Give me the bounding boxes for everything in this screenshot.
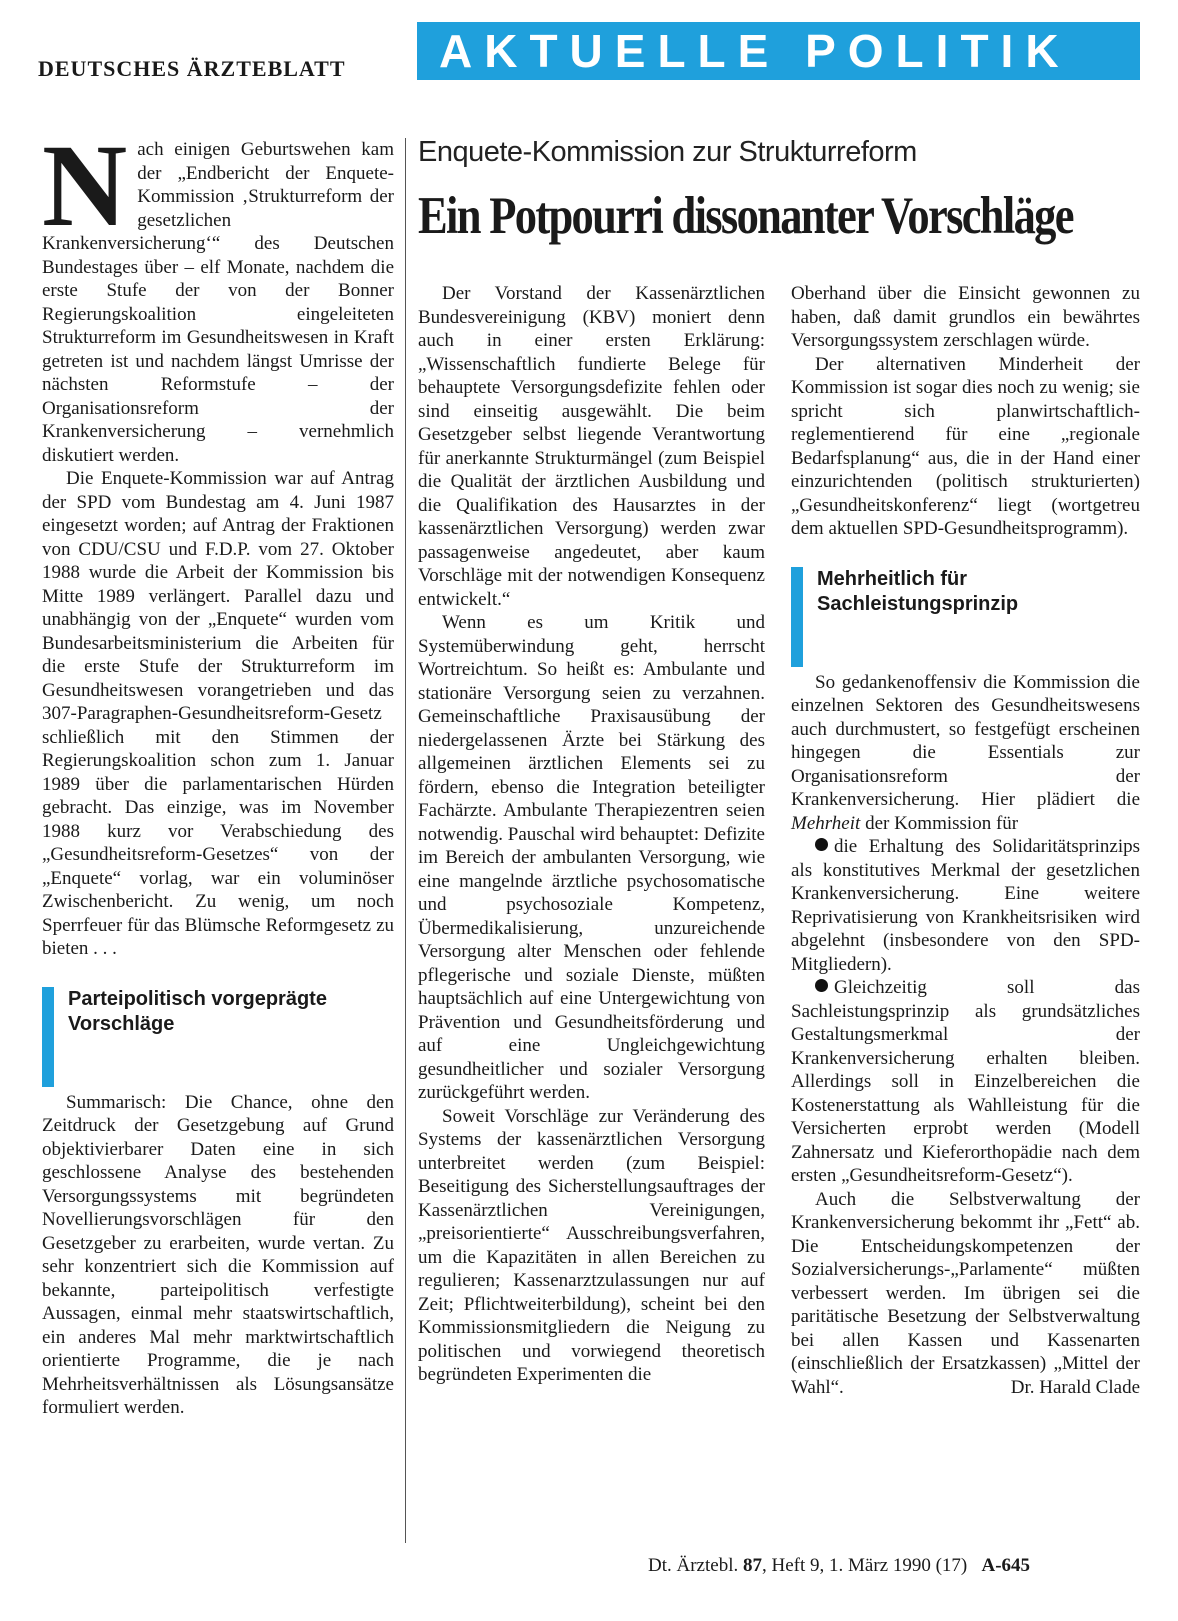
- bullet-item: [791, 835, 1140, 976]
- paragraph: Summarisch: Die Chance, ohne den Zeitdruck der Gesetzgebung auf Grund objektivierbarer Daten eine in sich geschlossene Analyse des bestehenden Versorgungssystems mit begründeten Novellierungsvorschlägen für den Gesetzgeber zu erarbeiten, wurde vertan. Zu sehr konzentriert sich die Kommission auf bekannte, parteipolitisch verfestigte Aussagen, einmal mehr staatswirtschaftlich, ein anderes Mal mehr marktwirtschaftlich orientierte Programme, die je nach Mehrheitsverhältnissen als Lösungsansätze formuliert werden.: [42, 1091, 394, 1418]
- article-kicker: Enquete-Kommission zur Strukturreform: [418, 136, 917, 168]
- paragraph: [791, 671, 1140, 836]
- masthead: DEUTSCHES ÄRZTEBLATT: [38, 56, 346, 81]
- column-3: [791, 282, 1140, 1399]
- article-headline: Ein Potpourri dissonanter Vorschläge: [418, 187, 1073, 245]
- bullet-item: [791, 976, 1140, 1188]
- paragraph: [42, 120, 394, 467]
- section-banner: AKTUELLE POLITIK: [417, 22, 1140, 80]
- paragraph-text: der Kommission für: [860, 812, 1019, 834]
- bullet-text: die Erhaltung des Solidaritätsprinzips als konstitutives Merkmal der gesetzlichen Krankenversicherung. Eine weitere Reprivatisierung von Krankheitsrisiken wird abgelehnt (insbesondere von den SPD-Mitgliedern).: [791, 836, 1140, 975]
- bullet-icon: [815, 979, 828, 992]
- subheading-block: [42, 987, 394, 1077]
- author: Dr. Harald Clade: [1010, 1376, 1140, 1398]
- column-1: [42, 120, 394, 1420]
- paragraph-text: So gedankenoffensiv die Kommission die einzelnen Sektoren des Gesundheitswesens auch durchmustert, so festgefügt erscheinen hingegen die Essentials zur Organisationsreform der Krankenversicherung. Hier plädiert die: [791, 671, 1140, 810]
- paragraph: Wenn es um Kritik und Systemüberwindung geht, herrscht Wortreichtum. So heißt es: Ambulante und stationäre Versorgung seien zu verzahnen. Gemeinschaftliche Praxisausübung der niedergelassenen Ärzte bei Stärkung des allgemeinen ärztlichen Elements sei zu fördern, ebenso die Integration beteiligter Fachärzte. Ambulante Therapiezentren seien notwendig. Pauschal wird behauptet: Defizite im Bereich der ambulanten Versorgung, wie eine mangelnde ärztliche psychosomatische und psychosoziale Kompetenz, Übermedikalisierung, unzureichende Versorgung alter Menschen oder fehlende pflegerische und soziale Dienste, müßten hauptsächlich auf eine Untergewichtung von Prävention und Gesundheitsförderung und auf eine Ungleichgewichtung gesundheitlicher und sozialer Versorgung zurückgeführt werden.: [418, 612, 765, 1103]
- paragraph: [791, 1188, 1140, 1400]
- volume: 87: [742, 1555, 762, 1576]
- emphasis: Mehrheit: [791, 812, 861, 834]
- paragraph: Oberhand über die Einsicht gewonnen zu haben, daß damit grundlos ein bewährtes Versorgungssystem zerschlagen würde.: [791, 283, 1140, 351]
- journal-name: Dt. Ärztebl.: [648, 1555, 739, 1576]
- subheading-block: [791, 567, 1140, 657]
- paragraph-text: Auch die Selbstverwaltung der Krankenversicherung bekommt ihr „Fett“ ab. Die Entscheidungskompetenzen der Sozialversicherungs-„Parlamente“ müßten verbessert werden. Im übrigen sei die paritätische Besetzung der Selbstverwaltung bei allen Kassen und Kassenarten (einschließlich der Ersatzkassen) „Mittel der Wahl“.: [791, 1188, 1140, 1398]
- subheading: Parteipolitisch vorgeprägte Vorschläge: [68, 987, 327, 1035]
- issue: , Heft 9, 1. März 1990 (17): [761, 1555, 968, 1576]
- bullet-icon: [815, 838, 828, 851]
- page-number: A-645: [981, 1555, 1031, 1576]
- paragraph: Die Enquete-Kommission war auf Antrag der SPD vom Bundestag am 4. Juni 1987 eingesetzt worden; auf Antrag der Fraktionen von CDU/CSU und F.D.P. vom 27. Oktober 1988 wurde die Arbeit der Kommission bis Mitte 1989 verlängert. Parallel dazu und unabhängig von der „Enquete“ wurden vom Bundesarbeitsministerium die Arbeiten für die erste Stufe der Strukturreform im Gesundheitswesen vorangetrieben und das 307-Paragraphen-Gesundheitsreform-Gesetz schließlich mit den Stimmen der Regierungskoalition schon zum 1. Januar 1989 über die parlamentarischen Hürden gebracht. Das einzige, was im November 1988 kurz vor Verabschiedung des „Gesundheitsreform-Gesetzes“ von der „Enquete“ vorlag, war ein voluminöser Zwischenbericht. Zu wenig, um noch Sperrfeuer für das Blümsche Reformgesetz zu bieten . . .: [42, 468, 394, 959]
- bullet-text: Gleichzeitig soll das Sachleistungsprinzip als grundsätzliches Gestaltungsmerkmal der Krankenversicherung erhalten bleiben. Allerdings soll in Einzelbereichen die Kostenerstattung als Wahlleistung für die Versicherten erprobt werden (Modell Zahnersatz und Kieferorthopädie nach dem ersten „Gesundheitsreform-Gesetz“).: [791, 977, 1140, 1186]
- paragraph: Soweit Vorschläge zur Veränderung des Systems der kassenärztlichen Versorgung unterbreitet werden (zum Beispiel: Beseitigung des Sicherstellungsauftrages der Kassenärztlichen Vereinigungen, „preisorientierte“ Ausschreibungsverfahren, um die Kapazitäten in allen Bereichen zu regulieren; Kassenarztzulassungen nur auf Zeit; Pflichtweiterbildung), scheint bei den Kommissionsmitgliedern die Neigung zu politischen und vorwiegend theoretisch begründeten Experimenten die: [418, 1105, 765, 1385]
- footer-citation: [648, 1555, 1030, 1577]
- accent-bar: [42, 987, 54, 1087]
- paragraph: Der Vorstand der Kassenärztlichen Bundesvereinigung (KBV) moniert denn auch in einer ersten Erklärung: „Wissenschaftlich fundierte Belege für behauptete Versorgungsdefizite fehlen oder sind einseitig ausgewählt. Die beim Gesetzgeber selbst liegende Verantwortung für anerkannte Strukturmängel (zum Beispiel die Qualität der ärztlichen Ausbildung und die Qualifikation des Hausarztes in der kassenärztlichen Versorgung) werden zwar passagenweise angedeutet, aber kaum Vorschläge mit der notwendigen Konsequenz entwickelt.“: [418, 283, 765, 610]
- accent-bar: [791, 567, 803, 667]
- column-2: [418, 282, 765, 1387]
- subheading: Mehrheitlich für Sachleistungsprinzip: [817, 567, 1019, 615]
- column-divider: [405, 138, 406, 1543]
- drop-cap: N: [42, 120, 128, 251]
- paragraph-text: ach einigen Geburtswehen kam der „Endbericht der Enquete-Kommission ‚Strukturreform der gesetzlichen Krankenversicherung‘“ des Deutschen Bundestages über – elf Monate, nachdem die erste Stufe der von der Bonner Regierungskoalition eingeleiteten Strukturreform im Gesundheitswesen in Kraft getreten ist und nachdem längst Umrisse der nächsten Reformstufe – der Organisationsreform der Krankenversicherung – vernehmlich diskutiert werden.: [42, 139, 394, 466]
- paragraph: Der alternativen Minderheit der Kommission ist sogar dies noch zu wenig; sie spricht sich planwirtschaftlich-reglementierend für eine „regionale Bedarfsplanung“ aus, die in der Hand einer einzurichtenden (politisch strukturierten) „Gesundheitskonferenz“ liegt (wortgetreu dem aktuellen SPD-Gesundheitsprogramm).: [791, 353, 1140, 539]
